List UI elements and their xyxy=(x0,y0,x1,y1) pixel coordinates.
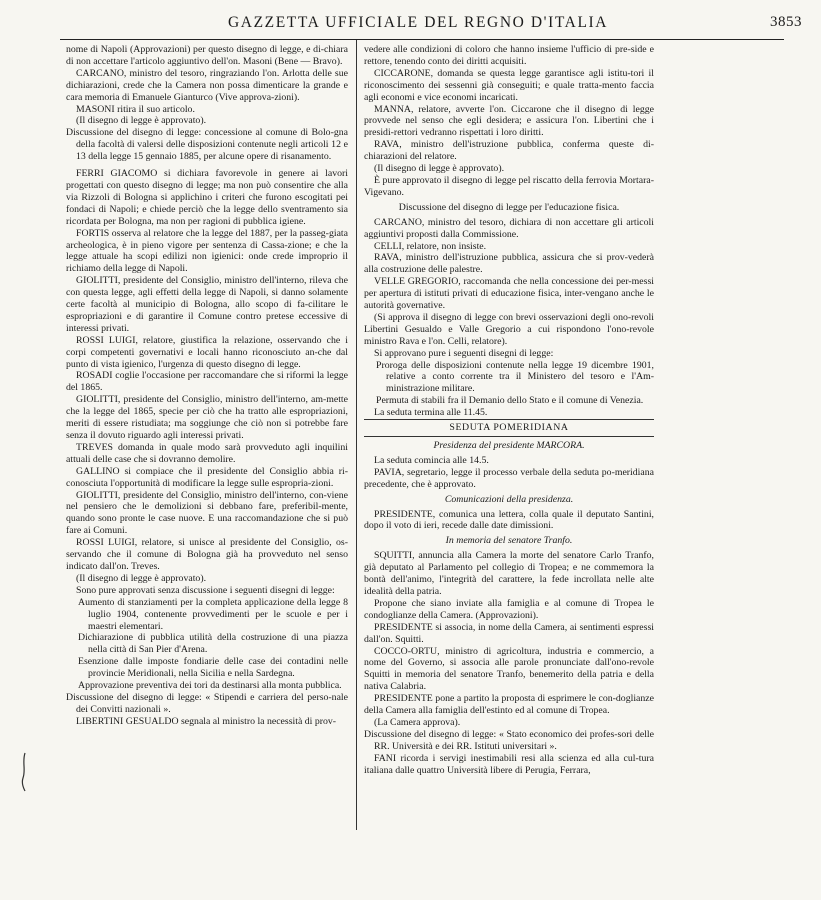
paragraph: (Il disegno di legge è approvato). xyxy=(76,115,207,127)
paragraph: PRESIDENTE pone a partito la proposta di esprimere le con-doglianze della Camera alla famiglia dell'estinto ed al comune di Tropea. xyxy=(364,693,654,717)
paragraph: PRESIDENTE si associa, in nome della Camera, ai sentimenti espressi dall'on. Squitti. xyxy=(364,621,654,645)
paragraph: ROSSI LUIGI, relatore, giustifica la relazione, osservando che i corpi competenti governativi e locali hanno riconosciuto an-che dal punto di vista igienico, l'urgenza di questo disegno di legge. xyxy=(66,334,348,370)
paragraph: Sono pure approvati senza discussione i seguenti disegni di legge: xyxy=(76,584,335,596)
margin-pencil-mark xyxy=(20,752,28,792)
paragraph: ROSADI coglie l'occasione per raccomandare che si riformi la legge del 1865. xyxy=(66,370,348,394)
paragraph: TREVES domanda in quale modo sarà provveduto agli inquilini attuali delle case che si dovranno demolire. xyxy=(66,441,348,465)
paragraph: PRESIDENTE, comunica una lettera, colla quale il deputato Santini, dopo il voto di ieri, recede dalle date dimissioni. xyxy=(364,508,654,532)
paragraph: FANI ricorda i servigi inestimabili resi alla scienza ed alla cul-tura italiana dalle quattro Università libere di Perugia, Ferrara, xyxy=(364,752,654,776)
paragraph: RAVA, ministro dell'istruzione pubblica, assicura che si prov-vederà alla costruzione delle palestre. xyxy=(364,252,654,276)
left-column xyxy=(66,44,348,728)
paragraph: La seduta termina alle 11.45. xyxy=(374,407,488,419)
paragraph: VELLE GREGORIO, raccomanda che nella concessione dei per-messi per apertura di istituti privati di educazione fisica, inter-vengano anche le autorità governative. xyxy=(364,276,654,312)
bill-discussion-heading: Discussione del disegno di legge: concessione al comune di Bolo-gna della facoltà di valersi delle disposizioni contenute negli articoli 12 e 13 della legge 15 gennaio 1885, per alcune opere di risanamento. xyxy=(66,127,348,163)
bill-item: Proroga delle disposizioni contenute nella legge 19 dicembre 1901, relative a conto corrente tra il Ministero del tesoro e l'Am-ministrazione militare. xyxy=(376,359,654,395)
paragraph: (Si approva il disegno di legge con brevi osservazioni degli ono-revoli Libertini Gesualdo e Valle Gregorio a cui rispondono l'ono-revole ministro Rava e l'on. Celli, relatore). xyxy=(364,311,654,347)
memoriam-heading: In memoria del senatore Tranfo. xyxy=(445,535,573,547)
paragraph: GIOLITTI, presidente del Consiglio, ministro dell'interno, am-mette che la legge del 1865, specie per ciò che ha tratto alle espropriazioni, meriti di essere ristudiata; ma soggiunge che ciò non si potrebbe fare senza il dovuto riguardo agli interessi privati. xyxy=(66,394,348,441)
paragraph: GIOLITTI, presidente del Consiglio, ministro dell'interno, con-viene nel pensiero che le demolizioni si debbano fare, preferibil-mente, quando sono pronte le case nuove. E una raccomandazione che si può fare ai Comuni. xyxy=(66,489,348,537)
paragraph: FORTIS osserva al relatore che la legge del 1887, per la passeg-giata archeologica, è in pieno vigore per sentenza di Cassa-zione; e che la legge attuale ha scopi edilizi non igienici: onde crede improprio il richiamo della legge di Napoli. xyxy=(66,227,348,275)
paragraph: La seduta comincia alle 14.5. xyxy=(374,454,489,466)
communications-heading: Comunicazioni della presidenza. xyxy=(444,493,574,505)
page-number: 3853 xyxy=(770,14,802,30)
right-column xyxy=(364,44,654,776)
header-rule xyxy=(60,39,784,40)
paragraph: GALLINO si compiace che il presidente del Consiglio abbia ri-conosciuta l'opportunità di modificare la legge sulle espropria-zioni. xyxy=(66,465,348,489)
bill-discussion-heading: Discussione del disegno di legge per l'educazione fisica. xyxy=(398,201,620,213)
paragraph: nome di Napoli (Approvazioni) per questo disegno di legge, e di-chiara di non accettare l'articolo aggiuntivo dell'on. Masoni (Bene — Bravo). xyxy=(66,44,348,67)
afternoon-session-heading: SEDUTA POMERIDIANA xyxy=(364,419,654,437)
column-divider xyxy=(356,40,357,830)
paragraph: COCCO-ORTU, ministro di agricoltura, industria e commercio, a nome del Governo, si associa alle parole pronunciate dall'ono-revole Squitti in memoria del senatore Tranfo, benemerito della patria e della nativa Calabria. xyxy=(364,645,654,693)
paragraph: Propone che siano inviate alla famiglia e al comune di Tropea le condoglianze della Camera. (Approvazioni). xyxy=(364,597,654,621)
paragraph: LIBERTINI GESUALDO segnala al ministro la necessità di prov- xyxy=(76,715,337,727)
paragraph: CELLI, relatore, non insiste. xyxy=(374,240,487,252)
page-header xyxy=(0,14,821,38)
paragraph: (La Camera approva). xyxy=(374,716,461,728)
bill-item: Permuta di stabili fra il Demanio dello Stato e il comune di Venezia. xyxy=(376,395,644,407)
paragraph: RAVA, ministro dell'istruzione pubblica, conferma queste di-chiarazioni del relatore. xyxy=(364,139,654,163)
bill-item: Approvazione preventiva dei tori da destinarsi alla monta pubblica. xyxy=(78,680,342,692)
bill-discussion-heading: Discussione del disegno di legge: « Stipendi e carriera del perso-nale dei Convitti nazionali ». xyxy=(66,691,348,715)
paragraph: ROSSI LUIGI, relatore, si unisce al presidente del Consiglio, os-servando che il comune di Bologna già ha provveduto nel senso indicato dall'on. Treves. xyxy=(66,537,348,572)
paragraph: MANNA, relatore, avverte l'on. Ciccarone che il disegno di legge provvede nel senso che egli desidera; e assicura l'on. Libertini che i presidi-rettori vedranno rispettati i loro diritti. xyxy=(364,103,654,139)
paragraph: CARCANO, ministro del tesoro, ringraziando l'on. Arlotta delle sue dichiarazioni, crede che la Camera non possa dimenticare la grande e cara memoria di Emanuele Gianturco (Vive approva-zioni). xyxy=(66,67,348,103)
bill-item: Esenzione dalle imposte fondiarie delle case dei contadini nelle provincie Meridionali, nella Sicilia e nella Sardegna. xyxy=(78,656,348,680)
presidency-heading: Presidenza del presidente MARCORA. xyxy=(433,440,585,451)
paragraph: vedere alle condizioni di coloro che hanno insieme l'ufficio di pre-side e rettore, tenendo conto dei diritti acquisiti. xyxy=(364,44,654,67)
paragraph: È pure approvato il disegno di legge pel riscatto della ferrovia Mortara-Vigevano. xyxy=(364,174,654,198)
paragraph: CICCARONE, domanda se questa legge garantisce agli istitu-tori il riconoscimento dei sessenni già conseguiti; e quale tratta-mento faccia agli economi e vice economi incaricati. xyxy=(364,67,654,103)
gazette-title: GAZZETTA UFFICIALE DEL REGNO D'ITALIA xyxy=(228,14,609,31)
paragraph: (Il disegno di legge è approvato). xyxy=(374,163,505,175)
paragraph: SQUITTI, annuncia alla Camera la morte del senatore Carlo Tranfo, già deputato al Parlamento pel collegio di Tropea; e ne commemora la bontà dell'animo, l'integrità del carattere, la fede incrollata nelle alte idealità della patria. xyxy=(364,550,654,597)
paragraph: CARCANO, ministro del tesoro, dichiara di non accettare gli articoli aggiuntivi proposti dalla Commissione. xyxy=(364,216,654,240)
paragraph: MASONI ritira il suo articolo. xyxy=(76,103,195,115)
bill-item: Dichiarazione di pubblica utilità della costruzione di una piazza nella città di San Pier d'Arena. xyxy=(78,632,348,656)
paragraph: Si approvano pure i seguenti disegni di legge: xyxy=(374,347,554,359)
paragraph: (Il disegno di legge è approvato). xyxy=(76,572,207,584)
bill-item: Aumento di stanziamenti per la completa applicazione della legge 8 luglio 1904, contenente provvedimenti per le scuole e per i maestri elementari. xyxy=(78,596,348,632)
paragraph: PAVIA, segretario, legge il processo verbale della seduta po-meridiana precedente, che è approvato. xyxy=(364,466,654,490)
paragraph: FERRI GIACOMO si dichiara favorevole in genere ai lavori progettati con questo disegno di legge; ma non può consentire che alla via Rizzoli di Bologna si applichino i criteri che furono escogitati pei fondaci di Napoli; e chiede perciò che la legge dello sventramento sia ricordata per Bologna, ma non per ragioni di pubblica igiene. xyxy=(66,168,348,227)
bill-discussion-heading: Discussione del disegno di legge: « Stato economico dei profes-sori delle RR. Università e dei RR. Istituti universitari ». xyxy=(364,728,654,752)
paragraph: GIOLITTI, presidente del Consiglio, ministro dell'interno, rileva che con questa legge, agli effetti della legge di Napoli, si danno solamente certe facoltà al municipio di Bologna, allo scopo di fa-cilitare le espropriazioni e di garantire il Comune contro pretese eccessive di interessi privati. xyxy=(66,275,348,334)
